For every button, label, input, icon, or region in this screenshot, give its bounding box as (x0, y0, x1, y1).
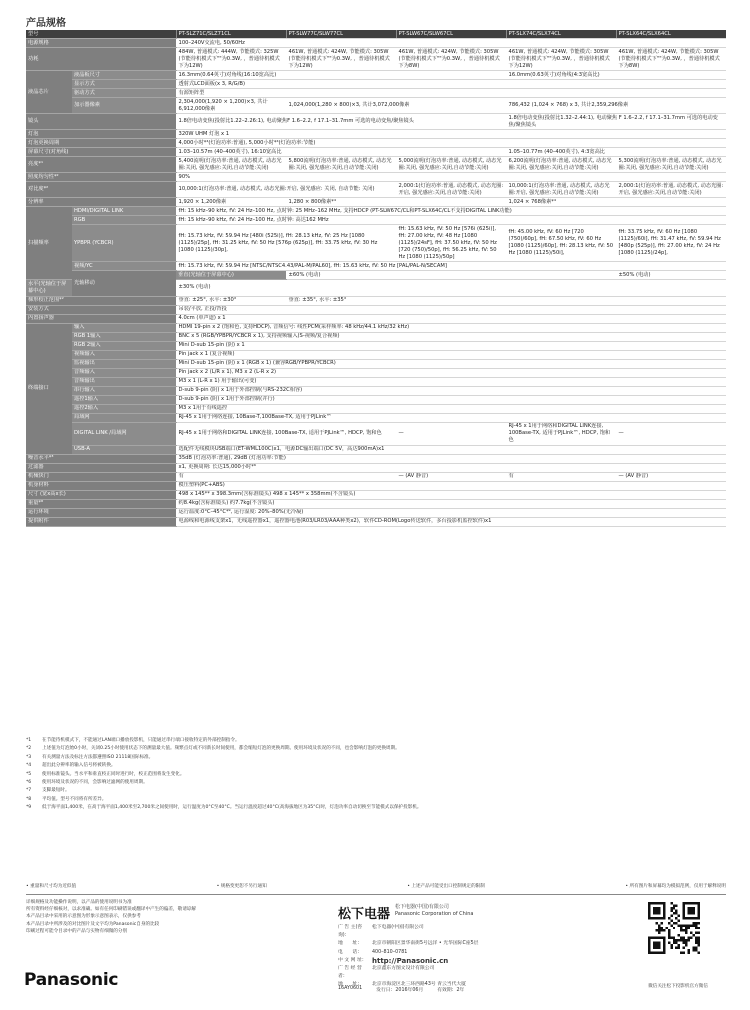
footnote-mark: *5 (26, 771, 32, 777)
row-label: 电源规格 (26, 39, 176, 48)
spec-row (26, 341, 726, 350)
spec-value: — (396, 422, 506, 445)
footnote-mark: *1 (26, 738, 32, 743)
row-label: 灯泡更换周期 (26, 139, 176, 148)
row-sublabel: HDMI/DIGITAL LINK (72, 207, 176, 216)
spec-row (26, 157, 726, 173)
spec-value: 461W, 普通模式: 424W, 节能模式: 305W (节能待机模式下""为0.3W, ，普通待机模式下为12W) (506, 48, 616, 71)
contact-value: 北京市朝阳区景华南街5号远洋 • 光华国际C座5层 (372, 941, 479, 947)
contact-row (338, 949, 562, 957)
footnote-text: 低于海平面1,400米，在高于海平面1,400米至2,700米之间使用时，运行温度为0°C至40°C。当运行温度超过40°C(高海拔地区为35°C)时，灯泡功率自动切换至节能模式以保护投影机。 (42, 805, 422, 811)
header-model: PT-SLW67C/SLW67CL (396, 30, 506, 39)
row-sublabel: RGB (72, 216, 176, 225)
spec-value: — (AV 静音) (396, 472, 506, 481)
spec-value: fH: 15 kHz–90 kHz, fV: 24 Hz–100 Hz, 点时钟: 高达162 MHz (176, 216, 726, 225)
row-label: 终端接口 (26, 323, 72, 454)
row-sublabel: 液晶板尺寸 (72, 71, 176, 80)
spec-value: ±50% (电动) (616, 271, 726, 280)
row-label: 液晶芯片 (26, 71, 72, 114)
footnote-mark: *7 (26, 788, 32, 794)
row-sublabel: 加示器像素 (72, 98, 176, 114)
spec-value: fH: 15.73 kHz, fV: 59.94 Hz [480i (525i)], fH: 28.13 kHz, fV: 25 Hz [1080 (1125)/25p], fH: 31.25 kHz, fV: 50 Hz [576p (625p)], fH: 33.75 kHz, fV: 30 Hz [1080 (1125)/30p], (176, 225, 396, 262)
spec-value: 1.8倍电动变焦(投射比1.22–2.26:1), 电动聚焦F 1.6–2.2, f 17.1–31.7mm 可选的电动变焦/聚焦镜头 (176, 114, 506, 130)
contact-label: 地 址： (338, 982, 362, 988)
spec-value: 5,400流明(灯泡功率:普通, 动态模式, 动态光圈:关闭, 强光感应:关闭,自动节能:关闭) (176, 157, 286, 173)
spec-row (26, 508, 726, 517)
qr-code-image (648, 902, 700, 954)
catalog-code (338, 986, 464, 993)
spec-value: M3 x 1用于有线遥控 (176, 404, 726, 413)
spec-value: 运行温度:0°C–45°C*⁹, 运行湿度: 20%–80%(无冷凝) (176, 508, 726, 517)
row-sublabel: RGB 1输入 (72, 332, 176, 341)
spec-value: 垂直: ±25°, 水平: ±30° (176, 296, 286, 305)
spec-value: Pin jack x 2 (L/R x 1), M3 x 2 (L-R x 2) (176, 368, 726, 377)
spec-value: 有 (506, 472, 616, 481)
spec-row (26, 89, 726, 98)
spec-value: 786,432 (1,024 × 768) x 3, 共计2,359,296像素 (506, 98, 726, 114)
contact-row (338, 924, 562, 940)
spec-value: 选配件无线模块USB端口(ET-WML100C)x1，电源DC输出端口(DC 5V，高达900mA)x1 (176, 445, 726, 454)
row-sublabel: 视频/YC (72, 262, 176, 271)
row-label: 机械快门 (26, 472, 176, 481)
header-model: PT-SLX74C/SLX74CL (506, 30, 616, 39)
row-label: 梯形校正范围*² (26, 296, 176, 305)
footnote-text: 上述值为灯泡始0小时，关闭0.25小时使用状态下的测量最大值。频繁点灯或不同新长时间使用，都会缩短灯泡的更换周期。使用环境及状况的不同，也会影响灯泡的更换周期。 (42, 746, 400, 752)
row-label: 安装方式 (26, 305, 176, 314)
footnote-mark: *2 (26, 746, 32, 752)
spec-value: x1, 更换周期: 长达15,000小时*⁶ (176, 463, 726, 472)
footnote (26, 762, 726, 770)
spec-row (26, 386, 726, 395)
spec-row (26, 395, 726, 404)
spec-row (26, 216, 726, 225)
header-model: PT-SLX64C/SLX64CL (616, 30, 726, 39)
spec-value: 2,304,000(1,920 × 1,200)×3, 共计6,912,000像素 (176, 98, 286, 114)
spec-value: 498 x 145** x 398.3mm(含标准镜头) 498 x 145** x 358mm(不含镜头) (176, 490, 726, 499)
spec-value: 垂直: ±35°, 水平: ±35° (286, 296, 726, 305)
spec-row (26, 445, 726, 454)
contact-value: 400–810–0781 (372, 949, 408, 955)
contact-label: 电 话： (338, 949, 362, 955)
row-sublabel: 遥控1输入 (72, 395, 176, 404)
spec-value: ±60% (电动) (286, 271, 616, 280)
footnote-mark: *6 (26, 780, 32, 786)
row-label: 运行环境 (26, 508, 176, 517)
spec-value: 1,024,000(1,280 × 800)×3, 共计3,072,000像素 (286, 98, 506, 114)
spec-row (26, 296, 726, 305)
spec-value: 5,800流明(灯泡功率:普通, 动态模式, 动态光圈:关闭, 强光感应:关闭,自动节能:关闭) (286, 157, 396, 173)
spec-value: 模压塑料(PC+ABS) (176, 481, 726, 490)
contact-info (338, 924, 562, 990)
spec-row (26, 422, 726, 445)
footnote (26, 745, 726, 753)
header-model: PT-SLZ71C/SLZ71CL (176, 30, 286, 39)
contact-value: 北京鑫东方图文设计有限公司 (372, 966, 435, 972)
spec-value: RJ-45 x 1用于网络连接, 10Base-T,100Base-TX, 适用于PJLink™ (176, 413, 726, 422)
row-sublabel: USB-A (72, 445, 176, 454)
disclaimer-line: 本产品目录中所涉及的对比图片及文字均为Panasonic自身的比较 (26, 921, 160, 927)
spec-value: fH: 15.63 kHz, fV: 50 Hz [576i (625i)], fH: 27.00 kHz, fV: 48 Hz [1080 (1125)/24sF], fH: 37.50 kHz, fV: 50 Hz [720 (750)/50p], fH: 56.25 kHz, fV: 50 Hz [1080 (1125)/50p] (396, 225, 506, 262)
spec-value: 484W, 普通模式: 444W, 节能模式: 325W (节能待机模式下""为0.3W, ，普通待机模式下为12W) (176, 48, 286, 71)
spec-value: 有 (176, 472, 396, 481)
spec-row (26, 368, 726, 377)
spec-value: 约8.4kg(含标准镜头) 约7.7kg(不含镜头) (176, 499, 726, 508)
footnote (26, 737, 726, 745)
spec-value: 2,000:1(灯泡功率:普通, 动态模式, 动态光圈:开启, 强光感应:关闭,自动节能:关闭) (396, 182, 506, 198)
brand-mark: 松下电器 (338, 907, 391, 922)
footnote-mark: *3 (26, 754, 32, 760)
row-sublabel: 垂直(光轴位于屏幕中心) (176, 271, 286, 280)
spec-row (26, 454, 726, 463)
bottom-note: • 重量和尺寸均为近似值 (26, 884, 77, 889)
spec-value: D-sub 9-pin (阴) x 1用于外部控制(与RS-232C相容) (176, 386, 726, 395)
spec-value: Pin jack x 1 (复合视频) (176, 350, 726, 359)
spec-value: 1,280 × 800像素*⁴ (286, 198, 506, 207)
row-label: 光轴移动 (72, 271, 176, 296)
spec-value: fH: 15.73 kHz, fV: 59.94 Hz [NTSC/NTSC4.43/PAL-M/PAL60], fH: 15.63 kHz, fV: 50 Hz [PAL/PAL-N/SECAM] (176, 262, 726, 271)
row-label: 分辨率 (26, 198, 176, 207)
spec-value: — (616, 422, 726, 445)
row-label: 照度均匀性*² (26, 173, 176, 182)
row-label: 功耗 (26, 48, 176, 71)
row-sublabel: 音频输出 (72, 377, 176, 386)
valid-period: 有效期：2年 (437, 988, 465, 993)
spec-row (26, 463, 726, 472)
spec-row (26, 198, 726, 207)
row-sublabel: DIGITAL LINK /局域网 (72, 422, 176, 445)
spec-table (26, 30, 726, 527)
bottom-note: • 规格变更恕不另行通知 (216, 884, 267, 889)
spec-row (26, 314, 726, 323)
spec-value: fH: 15 kHz–90 kHz, fV: 24 Hz–100 Hz, 点时钟: 25 MHz–162 MHz, 支持HDCP (PT-SLW67C/CL和PT-SLX64C/CL不支持DIGITAL LINK功能) (176, 207, 726, 216)
spec-value: 1,920 × 1,200像素 (176, 198, 286, 207)
spec-row (26, 404, 726, 413)
spec-row (26, 350, 726, 359)
footnote (26, 771, 726, 779)
row-label: 噪音水平*³ (26, 454, 176, 463)
row-label: 屏幕尺寸(对角线) (26, 148, 176, 157)
spec-row (26, 207, 726, 216)
contact-label: 广 告 主(咨询)： (338, 925, 363, 939)
spec-value: 1.03–10.57m (40–400英寸), 16:10宽高比 (176, 148, 506, 157)
spec-value: 16.3mm(0.64英寸)对角线(16:10宽高比) (176, 71, 506, 80)
row-label: 扫描频率 (26, 207, 72, 280)
spec-row (26, 80, 726, 89)
spec-row (26, 225, 726, 262)
footnote-text: 支脚最短时。 (42, 788, 70, 794)
spec-row (26, 490, 726, 499)
row-sublabel: 显示方式 (72, 80, 176, 89)
footnotes (26, 737, 726, 813)
footnote-text: 超出此分辨率的输入信号将被转换。 (42, 763, 116, 769)
footnote-mark: *9 (26, 805, 32, 811)
spec-row (26, 148, 726, 157)
row-label: 过滤器 (26, 463, 176, 472)
spec-row (26, 271, 726, 280)
spec-value: 1.05–10.77m (40–400英寸), 4:3宽高比 (506, 148, 726, 157)
spec-row (26, 359, 726, 368)
contact-label: 广 告 经 营 者： (338, 966, 362, 980)
spec-row (26, 262, 726, 271)
header-model: PT-SLW77C/SLW77CL (286, 30, 396, 39)
row-sublabel: 输入 (72, 323, 176, 332)
spec-row (26, 517, 726, 526)
catalog-id: 16AY0601 (338, 986, 363, 991)
spec-value: Mini D-sub 15-pin (阴) x 1 (RGB x 1) (兼容RGB/YPBPR/YCBCR) (176, 359, 726, 368)
disclaimer-line: 本产品目录中采用的示意图为形象示意图表示，仅供参考 (26, 914, 141, 920)
row-label: 重量*⁸ (26, 499, 176, 508)
row-sublabel: 遥控2输入 (72, 404, 176, 413)
spec-row (26, 71, 726, 80)
spec-row (26, 305, 726, 314)
footnote-text: 使用环境及状况的不同，会影响过滤网的使用周期。 (42, 780, 148, 786)
spec-value: 100–240V交流电, 50/60Hz (176, 39, 726, 48)
spec-row (26, 323, 726, 332)
spec-row (26, 130, 726, 139)
spec-value: ±30% (电动) (176, 280, 726, 296)
spec-value: 有源矩阵型 (176, 89, 726, 98)
footnote-mark: *4 (26, 763, 32, 769)
spec-value: 461W, 普通模式: 424W, 节能模式: 305W (节能待机模式下""为0.3W, ，普通待机模式下为12W) (286, 48, 396, 71)
publish-date: 发行日：2016年06月 (376, 988, 424, 993)
contact-row (338, 957, 562, 965)
contact-value: 松下电器(中国)有限公司 (372, 925, 424, 930)
row-sublabel: 视频输入 (72, 350, 176, 359)
spec-row (26, 499, 726, 508)
spec-value: 320W UHM 灯泡 x 1 (176, 130, 726, 139)
disclaimer-line: 印刷过程可能令目录中的产品与实物有细微的分别 (26, 928, 128, 934)
footnote-text: 有关测量方法及标注方法都遵照ISO 21118国际标准。 (42, 754, 154, 760)
contact-row (338, 965, 562, 981)
footnote (26, 804, 726, 812)
page-title: 产品规格 (26, 18, 66, 29)
footnote-text: 在节能待机模式下，不能通过LAN端口播放投影机，只能通过串行端口接收特定的外部控制指令。 (42, 738, 240, 743)
contact-label: 中 文 网 址： (338, 957, 367, 963)
row-label: 对比度*² (26, 182, 176, 198)
spec-value: D-sub 9-pin (阴) x 1用于外部控制(并行) (176, 395, 726, 404)
bottom-notes (26, 883, 726, 889)
divider (26, 894, 726, 895)
row-label: 灯泡 (26, 130, 176, 139)
row-sublabel: 局域网 (72, 413, 176, 422)
spec-row (26, 481, 726, 490)
spec-row (26, 39, 726, 48)
spec-row (26, 377, 726, 386)
footnote-text: 使用标准镜头。当水平和垂直校正同时进行时，校正范围将发生变化。 (42, 771, 185, 777)
spec-row (26, 413, 726, 422)
spec-row (26, 98, 726, 114)
spec-value: 16.0mm(0.63英寸)对角线(4:3宽高比) (506, 71, 726, 80)
spec-value: 461W, 普通模式: 424W, 节能模式: 305W (节能待机模式下""为0.3W, ，普通待机模式下为8W) (396, 48, 506, 71)
row-label: 机身材料 (26, 481, 176, 490)
spec-value: 90% (176, 173, 726, 182)
contact-value: 北京市海淀区北三环西路43号 青云当代大厦 (372, 982, 466, 988)
spec-value: BNC x 5 (RGB/YPBPR/YCBCR x 1), 支持视频输入(S-视频/复合视频) (176, 332, 726, 341)
contact-label: 地 址： (338, 941, 362, 947)
contact-row (338, 940, 562, 948)
spec-value: 透射式LCD面板(x 3, R/G/B) (176, 80, 726, 89)
disclaimer (26, 899, 246, 935)
spec-value: fH: 45.00 kHz, fV: 60 Hz [720 (750)/60p], fH: 67.50 kHz, fV: 60 Hz [1080 (1125)/60p], fH: 28.13 kHz, fV: 50 Hz [1080 (1125)/50i], (506, 225, 616, 262)
spec-value: 35dB (灯泡功率:普通), 29dB (灯泡功率:节能) (176, 454, 726, 463)
disclaimer-line: 详细规格及功能操作说明，以产品的使用说明书为准 (26, 900, 132, 905)
spec-value: 461W, 普通模式: 424W, 节能模式: 305W (节能待机模式下""为0.3W, ，普通待机模式下为8W) (616, 48, 726, 71)
company-name (395, 904, 473, 918)
bottom-note: • 上述产品可能受出口控制规定的限制 (407, 884, 485, 889)
qr-caption: 微信关注松下投影机官方微信 (648, 984, 708, 989)
spec-value: 10,000:1(灯泡功率:普通, 动态模式, 动态光圈:开启, 强光感应:关闭,自动节能:关闭) (506, 182, 616, 198)
row-sublabel: 水平(光轴位于屏幕中心) (26, 280, 72, 296)
spec-row (26, 173, 726, 182)
footnote (26, 754, 726, 762)
spec-value: M3 x 1 (L-R x 1) 用于输出(可变) (176, 377, 726, 386)
spec-value: RJ-45 x 1用于网络和DIGITAL LINK连接, 100Base-TX, 适用于PJLink™, HDCP, 饱和色 (176, 422, 396, 445)
spec-row (26, 114, 726, 130)
website-link[interactable]: http://Panasonic.cn (372, 956, 449, 965)
spec-value: 电源线和电源线支架x1，无线遥控器x1，遥控器电池(R03/LR03/AAA种类x2)，软件CD-ROM(Logo传送软件，多台投影机监控软件)x1 (176, 517, 726, 526)
spec-row (26, 48, 726, 71)
spec-value: Mini D-sub 15-pin (阴) x 1 (176, 341, 726, 350)
row-sublabel: 串行输入 (72, 386, 176, 395)
spec-row (26, 472, 726, 481)
row-sublabel: YPBPR (YCBCR) (72, 225, 176, 262)
footnote-mark: *8 (26, 796, 32, 802)
company-cn: 松下电器(中国)有限公司 (395, 904, 449, 910)
row-sublabel: 监视输出 (72, 359, 176, 368)
spec-value: 4.0cm (单声道) x 1 (176, 314, 726, 323)
spec-row (26, 139, 726, 148)
row-label: 内置扬声器 (26, 314, 176, 323)
spec-value: — (AV 静音) (616, 472, 726, 481)
spec-value: 5,000流明(灯泡功率:普通, 动态模式, 动态光圈:关闭, 强光感应:关闭,自动节能:关闭) (396, 157, 506, 173)
footnote (26, 787, 726, 795)
row-label: 亮度*¹ (26, 157, 176, 173)
row-label: 镜头 (26, 114, 176, 130)
spec-row (26, 332, 726, 341)
spec-value: 4,000小时*⁴(灯泡功率:普通), 5,000小时*⁴(灯泡功率:节能) (176, 139, 726, 148)
spec-value: 6,200流明(灯泡功率:普通, 动态模式, 动态光圈:关闭, 强光感应:关闭,自动节能:关闭) (506, 157, 616, 173)
footnote-text: 平均值。型号不同将有所差异。 (42, 796, 107, 802)
bottom-note: • 所有图片和屏幕均为模拟范例，仅用于解释说明 (625, 884, 726, 889)
panasonic-logo: Panasonic (24, 970, 119, 990)
spec-value: 2,000:1(灯泡功率:普通, 动态模式, 动态光圈:开启, 强光感应:关闭,自动节能:关闭) (616, 182, 726, 198)
row-label: 提供附件 (26, 517, 176, 526)
disclaimer-line: 所有资料经仔细核对，以求准确。如有任何印刷错误或翻译中产生的偏差，敬请谅解 (26, 907, 196, 913)
spec-value: 1,024 × 768像素*⁴ (506, 198, 726, 207)
row-sublabel: 驱动方式 (72, 89, 176, 98)
spec-value: RJ-45 x 1用于网络和DIGITAL LINK连接, 100Base-TX, 适用于PJLink™, HDCP, 饱和色 (506, 422, 616, 445)
footnote (26, 796, 726, 804)
spec-value: 吊装/平放, 正投/背投 (176, 305, 726, 314)
header-label: 型号 (26, 30, 176, 39)
row-label: 尺寸 (宽x高x长) (26, 490, 176, 499)
spec-row (26, 182, 726, 198)
company-en: Panasonic Corporation of China (395, 911, 474, 917)
row-sublabel: 音频输入 (72, 368, 176, 377)
row-sublabel: RGB 2输入 (72, 341, 176, 350)
spec-value: HDMI 19-pin x 2 (饱和色, 支持HDCP), 音频信号: 线性PCM(采样频率: 48 kHz/44.1 kHz/32 kHz) (176, 323, 726, 332)
spec-value: fH: 33.75 kHz, fV: 60 Hz [1080 (1125)/60i], fH: 31.47 kHz, fV: 59.94 Hz [480p (525p)], fH: 27.00 kHz, fV: 24 Hz [1080 (1125)/24p], (616, 225, 726, 262)
footnote (26, 779, 726, 787)
spec-value: 10,000:1(灯泡功率:普通, 动态模式, 动态光圈:开启, 强光感应: 关闭, 自动节能: 关闭) (176, 182, 396, 198)
spec-value: 5,300流明(灯泡功率:普通, 动态模式, 动态光圈:关闭, 强光感应:关闭,自动节能:关闭) (616, 157, 726, 173)
spec-value: 1.8倍电动变焦(投射比1.32–2.44:1), 电动聚焦 F 1.6–2.2, f 17.1–31.7mm 可选的电动变焦/聚焦镜头 (506, 114, 726, 130)
